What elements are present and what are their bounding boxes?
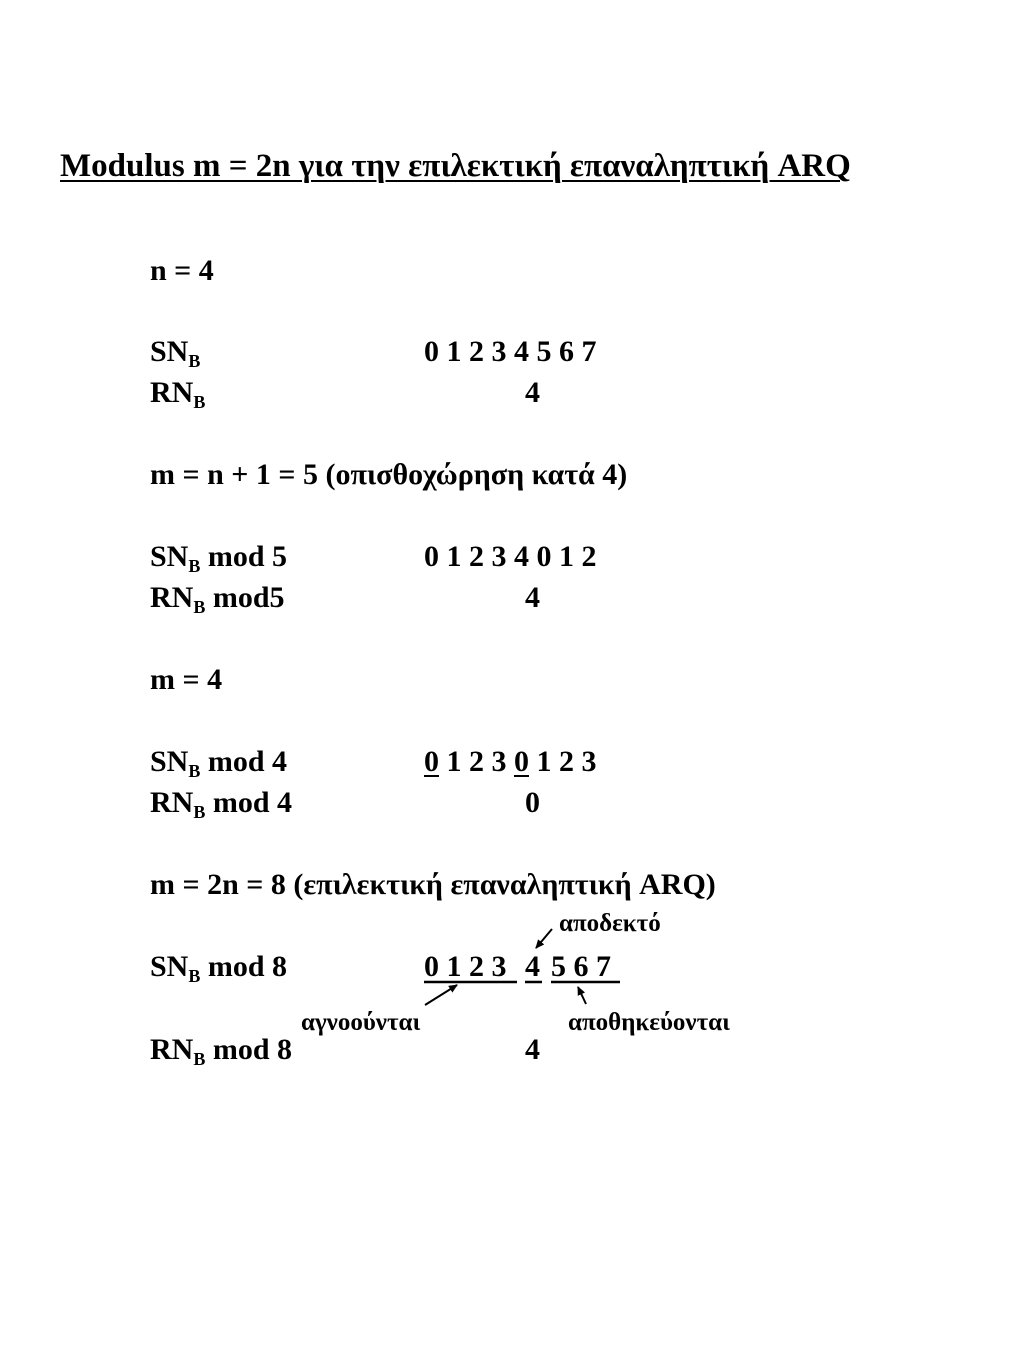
rn-value: 4: [525, 376, 540, 409]
sn-mod8-group-stored: 5 6 7: [551, 950, 611, 983]
rn-mod4-value: 0: [525, 786, 540, 819]
arrow-stored: [578, 987, 586, 1004]
sn-values: 0 1 2 3 4 5 6 7: [424, 335, 597, 368]
sn-mod4-values: 0 1 2 3 0 1 2 3: [424, 745, 597, 778]
rn-mod4-label: $RN_B$ mod 4: [150, 786, 293, 822]
arrow-accepted: [536, 929, 552, 948]
sn-mod8-label: $SN_B$ mod 8: [150, 950, 288, 986]
arrow-ignored: [425, 985, 457, 1005]
heading-m5: m = n + 1 = 5 (οπισθοχώρηση κατά 4): [150, 458, 628, 491]
heading-m4: m = 4: [150, 663, 223, 696]
sn-mod5-label: $SN_B$ mod 5: [150, 540, 288, 576]
rn-mod5-label: $RN_B$ mod5: [150, 581, 285, 617]
heading-m8: m = 2n = 8 (επιλεκτική επαναληπτική ARQ): [150, 868, 716, 901]
annotation-stored: αποθηκεύονται: [568, 1009, 730, 1036]
rn-mod8-value: 4: [525, 1033, 540, 1066]
heading-n: n = 4: [150, 254, 214, 287]
rn-mod5-value: 4: [525, 581, 540, 614]
sn-mod5-values: 0 1 2 3 4 0 1 2: [424, 540, 597, 573]
sn-mod8-group-accepted: 4: [525, 950, 540, 983]
annotation-ignored: αγνοούνται: [301, 1009, 421, 1036]
annotation-accepted: αποδεκτό: [559, 910, 661, 937]
rn-label: $RN_B$: [150, 376, 206, 412]
rn-mod8-label: $RN_B$ mod 8: [150, 1033, 293, 1069]
page-title: Modulus m = 2n για την επιλεκτική επαναληπτική ARQ: [60, 148, 851, 184]
sn-label: $SN_B$: [150, 335, 201, 371]
sn-mod4-label: $SN_B$ mod 4: [150, 745, 288, 781]
sn-mod8-group-ignored: 0 1 2 3: [424, 950, 507, 983]
